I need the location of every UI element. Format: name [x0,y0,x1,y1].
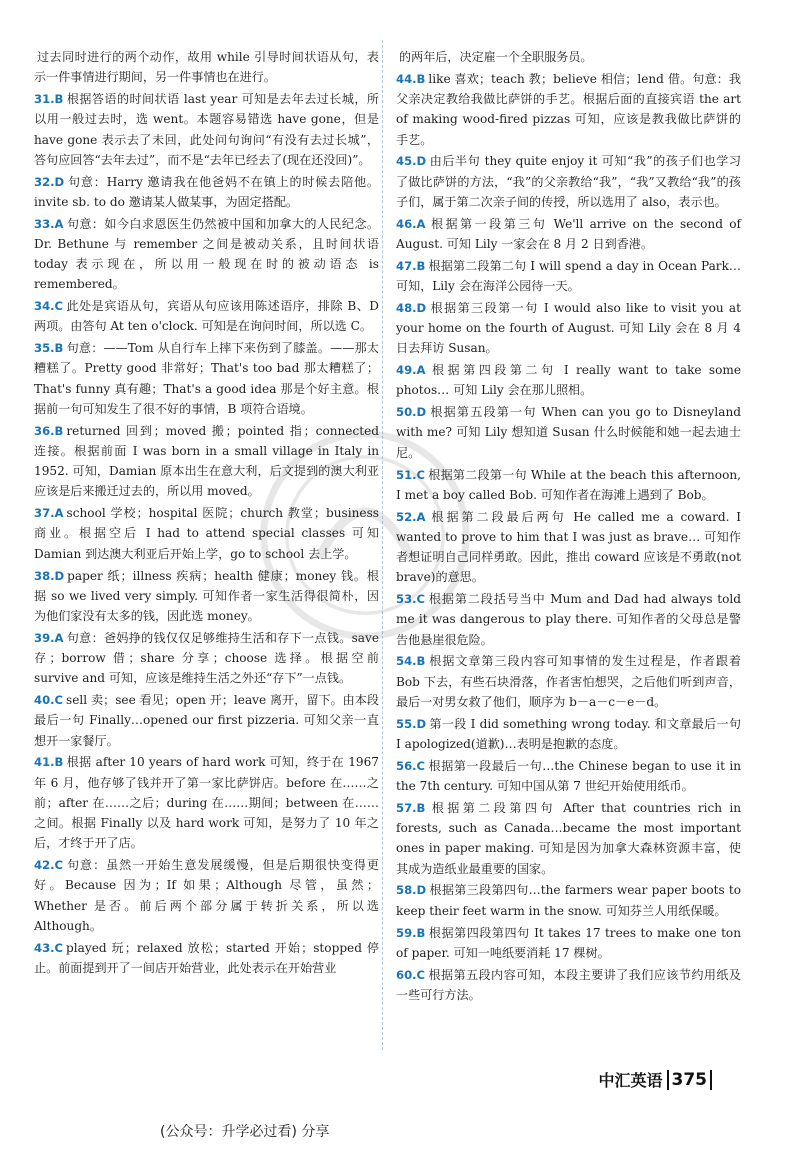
answer-item [34,47,379,87]
answer-number: 60.C [396,967,426,982]
answer-number: 54.B [396,654,426,669]
answer-item [396,47,741,67]
answer-number: 37.A [34,506,64,521]
answer-item [396,880,741,920]
answer-number: 41.B [34,755,64,770]
answer-number: 31.B [34,92,64,107]
answer-item [34,421,379,502]
answer-explanation: 过去同时进行的两个动作，故用 while 引导时间状语从句，表示一件事情进行期间，另一件事情也在进行。 [34,50,379,85]
answer-number: 58.D [396,883,427,898]
answer-item [396,507,741,588]
answer-explanation: played 玩；relaxed 放松；started 开始；stopped 停止。前面提到开了一间店开始营业，此处表示在开始营业 [34,940,379,975]
left-column [34,47,379,980]
answer-explanation: 根据文章第三段内容可知事情的发生过程是，作者跟着 Bob 下去，有些石块滑落，作者害怕想哭，之后他们听到声音，最后一对男女救了他们，顺序为 b－a－c－e－d。 [396,654,741,709]
answer-explanation: 根据第二段第一句 While at the beach this afternoon, I met a boy called Bob. 可知作者在海滩上遇到了 Bob。 [396,467,741,502]
answer-explanation: 根据第四段第二句 I really want to take some photos… 可知 Lily 会在那儿照相。 [396,363,741,398]
answer-explanation: 根据第三段第一句 I would also like to visit you at your home on the fourth of August. 可知 Lily 会在 8 月 4 日去拜访 Susan。 [396,300,741,356]
answer-item [34,938,379,978]
answer-explanation: 根据第二段第二句 I will spend a day in Ocean Park… 可知，Lily 会在海洋公园待一天。 [396,258,741,293]
right-column [396,47,741,1007]
answer-number: 56.C [396,758,426,773]
answer-item [34,690,379,751]
answer-item [34,752,379,853]
answer-item [34,503,379,564]
answer-explanation: 根据 after 10 years of hard work 可知，终于在 1967 年 6 月，他存够了钱并开了第一家比萨饼店。before 在……之前；after 在……之后；during 在……期间；between 在……之间。根据 Finally 以及 hard work 可知，是努力了 10 年之后，才终于开了店。 [34,755,379,851]
answer-item [396,589,741,650]
answer-explanation: 根据第五段第一句 When can you go to Disneyland with me? 可知 Lily 想知道 Susan 什么时候能和她一起去迪士尼。 [396,405,741,460]
answer-number: 40.C [34,693,64,708]
answer-explanation: 句意：Harry 邀请我在他爸妈不在镇上的时候去陪他。invite sb. to do 邀请某人做某事，为固定搭配。 [34,174,379,209]
answer-number: 42.C [34,858,64,873]
answer-item [396,965,741,1005]
answer-item [34,566,379,627]
answer-item [396,256,741,296]
answer-item [396,69,741,150]
answer-number: 59.B [396,925,426,940]
answer-item [396,798,741,879]
answer-item [34,628,379,689]
answer-explanation: 根据第三段第四句…the farmers wear paper boots to keep their feet warm in the snow. 可知芬兰人用纸保暖。 [396,883,741,918]
answer-number: 57.B [396,800,426,815]
answer-number: 35.B [34,341,64,356]
answer-explanation: 根据第二段第四句 After that countries rich in forests, such as Canada…became the most important ones in paper making. 可知是因为加拿大森林资源丰富，使其成为造纸业最重要的国家。 [396,800,741,876]
answer-item [396,402,741,463]
brand-name: 中汇英语 [598,1071,663,1090]
answer-explanation: returned 回到；moved 搬；pointed 指；connected 连接。根据前面 I was born in a small village in Italy in 1952. 可知，Damian 原本出生在意大利，后文提到的澳大利亚应该是后来搬迁过去的，所以用 moved。 [34,423,379,499]
answer-item [396,465,741,505]
answer-number: 49.A [396,363,426,378]
answer-item [34,172,379,212]
answer-explanation: 根据第一段第三句 We'll arrive on the second of August. 可知 Lily 一家会在 8 月 2 日到香港。 [396,216,741,251]
answer-item [396,360,741,400]
answer-item [34,855,379,936]
answer-explanation: 第一段 I did something wrong today. 和文章最后一句 I apologized(道歉)…表明是抱歉的态度。 [396,716,741,751]
answer-number: 53.C [396,592,426,607]
page-number: 375 [667,1070,713,1090]
answer-number: 50.D [396,405,427,420]
answer-explanation: 此处是宾语从句，宾语从句应该用陈述语序，排除 B、D 两项。由答句 At ten o'clock. 可知是在询问时间，所以选 C。 [34,299,379,334]
answer-number: 52.A [396,509,426,524]
answer-item [34,89,379,170]
answer-number: 39.A [34,630,64,645]
answer-explanation: 根据第二段括号当中 Mum and Dad had always told me it was dangerous to play there. 可知作者的父母总是警告他悬崖很危险。 [396,592,741,647]
answer-item [396,923,741,963]
answer-item [396,151,741,212]
answer-number: 33.A [34,216,64,231]
answer-number: 45.D [396,154,427,169]
column-divider [382,40,383,1050]
answer-number: 44.B [396,71,426,86]
answer-explanation: 句意：爸妈挣的钱仅仅足够维持生活和存下一点钱。save 存；borrow 借；share 分享；choose 选择。根据空前 survive and 可知，应该是维持生活之外还“存下”一点钱。 [34,630,379,686]
answer-number: 36.B [34,423,64,438]
answer-number: 47.B [396,258,426,273]
answer-explanation: sell 卖；see 看见；open 开；leave 离开，留下。由本段最后一句 Finally…opened our first pizzeria. 可知父亲一直想开一家餐厅。 [34,693,379,748]
answer-item [34,296,379,336]
answer-explanation: school 学校；hospital 医院；church 教堂；business 商业。根据空后 I had to attend special classes 可知 Damian 到达澳大利亚后开始上学，go to school 去上学。 [34,506,379,561]
answer-explanation: 句意：如今白求恩医生仍然被中国和加拿大的人民纪念。Dr. Bethune 与 remember 之间是被动关系，且时间状语 today 表示现在，所以用一般现在时的被动语态 is remembered。 [34,216,379,292]
answer-explanation: 根据第五段内容可知，本段主要讲了我们应该节约用纸及一些可行方法。 [396,967,741,1002]
answer-explanation: 根据第二段最后两句 He called me a coward. I wanted to prove to him that I was just as brave… 可知作者想证明自己同样勇敢。因此，推出 coward 应该是不勇敢(not brave)的意思。 [396,509,741,585]
page-footer [598,1068,712,1091]
answer-explanation: 根据答语的时间状语 last year 可知是去年去过长城，所以用一般过去时，选 went。本题容易错选 have gone，但是 have gone 表示去了未回，此处问句询问“有没有去过长城”，答句应回答“去年去过”，而不是“去年已经去了(现在还没回)”。 [34,92,379,167]
share-note: (公众号：升学必过看) 分享 [160,1124,330,1140]
answer-item [396,714,741,754]
answer-number: 43.C [34,940,64,955]
answer-number: 34.C [34,299,64,314]
answer-number: 46.A [396,216,426,231]
answer-explanation: 根据第一段最后一句…the Chinese began to use it in the 7th century. 可知中国从第 7 世纪开始使用纸币。 [396,758,741,794]
answer-explanation: 句意：——Tom 从自行车上摔下来伤到了膝盖。——那太糟糕了。Pretty good 非常好；That's too bad 那太糟糕了；That's funny 真有趣；That's a good idea 那是个好主意。根据前一句可知发生了很不好的事情，B 项符合语境。 [34,341,379,416]
answer-number: 38.D [34,568,65,583]
answer-explanation: paper 纸；illness 疾病；health 健康；money 钱。根据 so we lived very simply. 可知作者一家生活得很简朴，因为他们家没有太多的钱，因此选 money。 [34,568,379,623]
answer-explanation: like 喜欢；teach 教；believe 相信；lend 借。句意：我父亲决定教给我做比萨饼的手艺。根据后面的直接宾语 the art of making wood-fired pizzas 可知，应该是教我做比萨饼的手艺。 [396,71,741,147]
answer-item [396,298,741,359]
answer-explanation: 的两年后，决定雇一个全职服务员。 [399,50,593,64]
answer-item [396,756,741,796]
answer-explanation: 句意：虽然一开始生意发展缓慢，但是后期很快变得更好。Because 因为；If 如果；Although 尽管，虽然；Whether 是否。前后两个部分属于转折关系，所以选 Although。 [34,858,379,933]
answer-number: 55.D [396,716,427,731]
answer-item [396,651,741,712]
answer-number: 51.C [396,467,426,482]
answer-explanation: 根据第四段第四句 It takes 17 trees to make one ton of paper. 可知一吨纸要消耗 17 棵树。 [396,925,741,960]
answer-item [34,338,379,419]
answer-item [396,214,741,254]
answer-number: 48.D [396,300,427,315]
answer-item [34,214,379,295]
answer-number: 32.D [34,174,65,189]
answer-explanation: 由后半句 they quite enjoy it 可知“我”的孩子们也学习了做比萨饼的方法，“我”的父亲教给“我”，“我”又教给“我”的孩子们，属于第二次亲子间的传授，所以选用了 also，表示也。 [396,154,741,209]
